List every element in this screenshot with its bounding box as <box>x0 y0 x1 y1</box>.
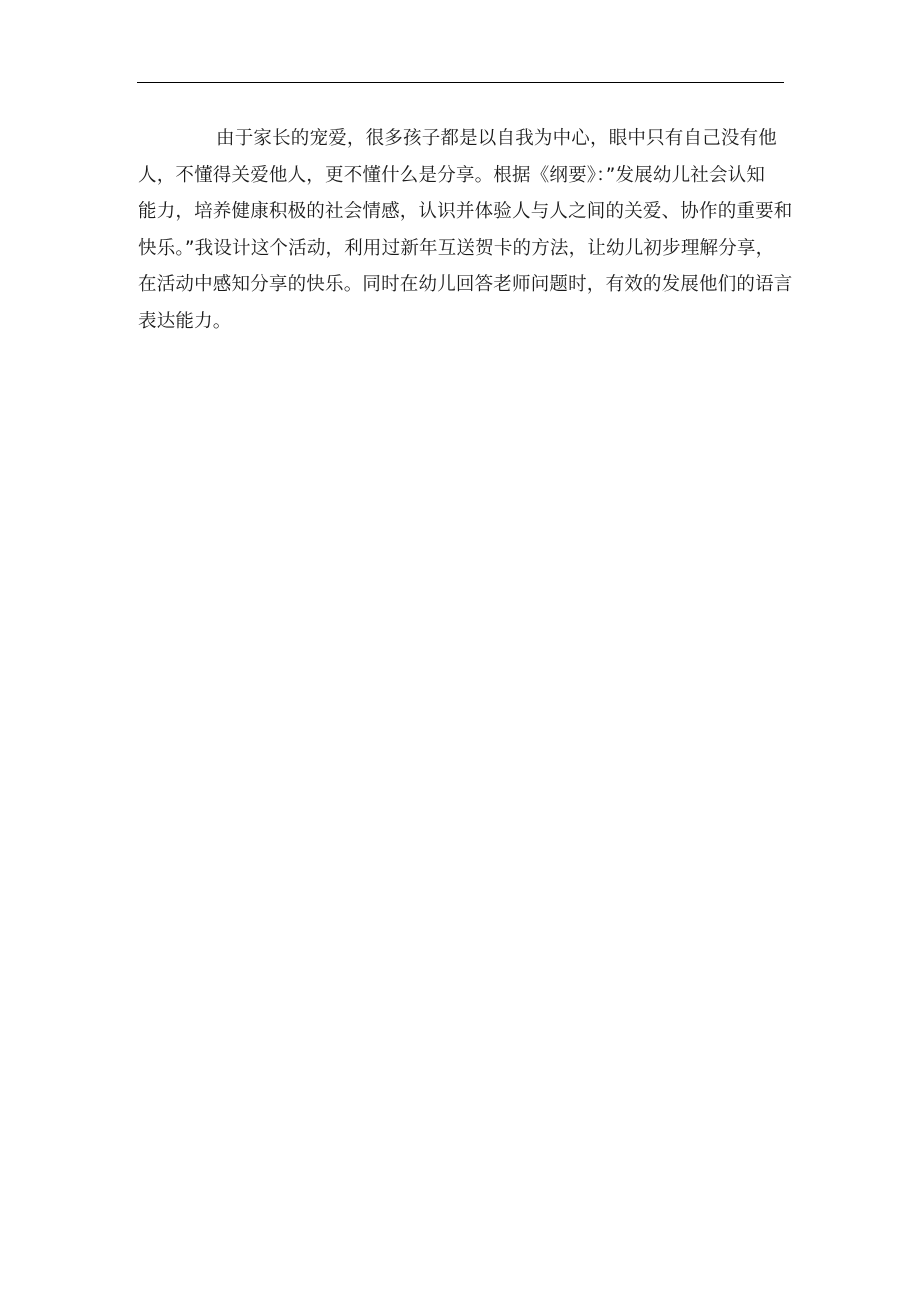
paragraph-line: 由于家长的宠爱，很多孩子都是以自我为中心，眼中只有自己没有他 <box>216 128 778 149</box>
body-paragraph <box>138 121 793 340</box>
paragraph-line: 人，不懂得关爱他人，更不懂什么是分享。根据《纲要》：”发展幼儿社会认知 <box>138 164 766 186</box>
paragraph-line: 快乐。”我设计这个活动，利用过新年互送贺卡的方法，让幼儿初步理解分享， <box>138 237 775 259</box>
paragraph-line: 在活动中感知分享的快乐。同时在幼儿回答老师问题时，有效的发展他们的语言 <box>138 274 793 295</box>
paragraph-line: 表达能力。 <box>138 310 232 332</box>
header-rule <box>137 82 784 83</box>
paragraph-line: 能力，培养健康积极的社会情感，认识并体验人与人之间的关爱、协作的重要和 <box>138 201 793 222</box>
